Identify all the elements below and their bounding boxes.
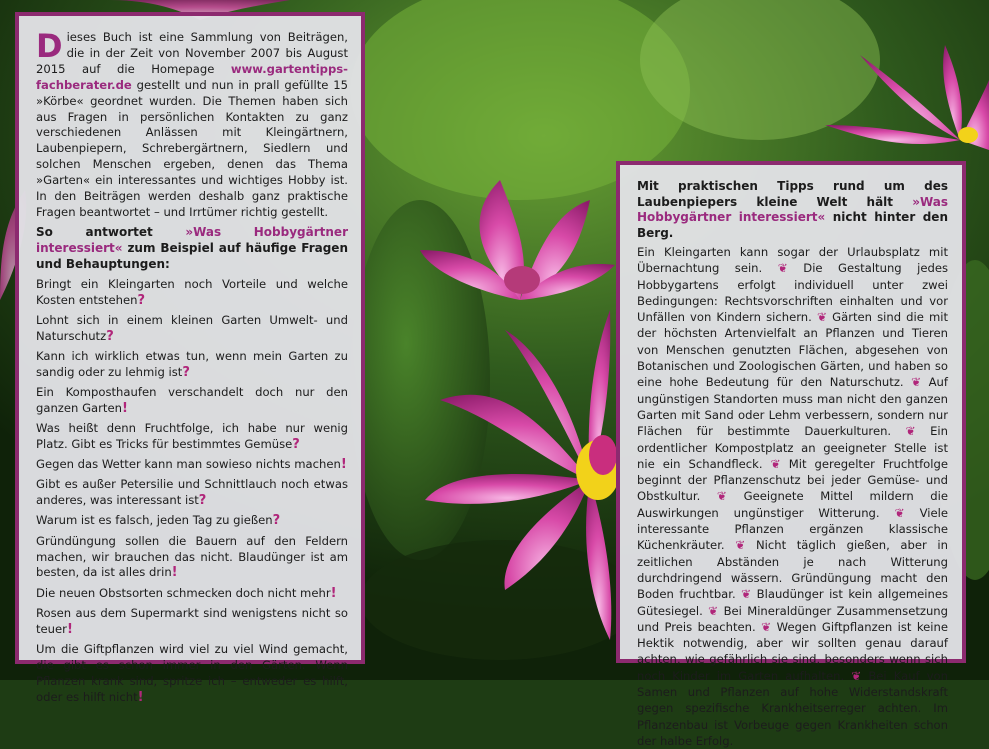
question-text: Kann ich wirklich etwas tun, wenn mein Garten zu sandig oder zu lehmig ist: [36, 348, 348, 379]
question-text: Um die Giftpflanzen wird viel zu viel Wind gemacht, die gibt es schon immer in den Gärten. Wenn Pflanzen krank sind, spritze ich – entweder es hilft, oder es hilft nicht: [36, 641, 348, 704]
question-text: Gegen das Wetter kann man sowieso nichts machen: [36, 457, 341, 472]
question-mark: ?: [272, 513, 281, 529]
question-text: Rosen aus dem Supermarkt sind wenigstens nicht so teuer: [36, 605, 348, 636]
tip-text: Auf ungünstigen Standorten muss man nicht den ganzen Garten mit Sand oder Lehm verbessern, sondern nur Flächen für bestimmte Dauerkulturen.: [637, 375, 948, 439]
question-mark: ?: [106, 328, 114, 344]
homepage-url[interactable]: www.gartentipps-fachberater.de: [36, 61, 348, 92]
question-text: Gründüngung sollen die Bauern auf den Feldern machen, wir brauchen das nicht. Blaudünger ist am besten, da ist alles drin: [36, 533, 348, 580]
tip-text: Viele interessante Pflanzen ergänzen klassische Küchenkräuter.: [637, 505, 948, 553]
tips-paragraph: [637, 244, 948, 749]
leaf-icon: ❦: [911, 375, 922, 390]
question-mark: !: [121, 400, 128, 416]
question-mark: ?: [292, 436, 300, 452]
right-text-panel: [616, 161, 966, 748]
question-mark: !: [66, 621, 73, 637]
left-heading: [36, 225, 348, 273]
right-heading-highlight: »Was Hobbygärtner interessiert«: [637, 194, 948, 224]
leaf-icon: ❦: [761, 619, 772, 634]
question-text: Die neuen Obstsorten schmecken doch nicht mehr: [36, 585, 331, 600]
tip-text: Wegen Giftpflanzen ist keine Hektik notwendig, aber wir sollten genau darauf achten, wie gefährlich sie sind, besonders wenn sich noch Kinder im Garten aufhalten.: [637, 619, 949, 683]
left-heading-before: So antwortet: [36, 224, 186, 239]
question-text: Gibt es außer Petersilie und Schnittlauch noch etwas anderes, was interessant ist: [36, 477, 348, 508]
tip-text: Ein ordentlicher Kompostplatz an geeigneter Stelle ist nie ein Schandfleck.: [637, 424, 949, 471]
leaf-icon: ❦: [741, 587, 752, 602]
tip-text: Mit geregelter Fruchtfolge beginnt der Pflanzenschutz bei jeder Gemüse- und Obstkultur.: [637, 456, 948, 504]
question-item: [36, 477, 348, 509]
intro-paragraph: [36, 27, 348, 221]
tips-lead: Ein Kleingarten kann sogar der Urlaubsplatz mit Übernachtung sein.: [637, 245, 948, 276]
question-mark: ?: [137, 292, 145, 308]
question-text: Lohnt sich in einem kleinen Garten Umwelt- und Naturschutz: [36, 312, 348, 343]
tip-text: Blaudünger ist kein allgemeines Gütesiegel.: [637, 587, 949, 618]
leaf-icon: ❦: [777, 261, 788, 276]
right-heading-before: Mit praktischen Tipps rund um des Laubenpiepers kleine Welt hält: [637, 179, 948, 209]
question-mark: !: [330, 585, 337, 601]
dropcap: D: [36, 27, 63, 65]
question-text: Was heißt denn Fruchtfolge, ich habe nur wenig Platz. Gibt es Tricks für bestimmtes Gemüse: [36, 421, 348, 451]
question-item: [36, 277, 348, 309]
leaf-icon: ❦: [708, 603, 719, 618]
question-item: [36, 421, 348, 453]
question-mark: !: [171, 565, 178, 581]
question-mark: !: [137, 689, 144, 705]
question-text: Bringt ein Kleingarten noch Vorteile und welche Kosten entstehen: [36, 276, 348, 307]
intro-text-after: gestellt und nun in prall gefüllte 15 »Körbe« geordnet wurden. Die Themen haben sich aus Fragen in persönlichen Kontakten zu ganz verschiedenen Anlässen mit Kleingärtnern, Laubenpiepern, Schrebergärtnern, Siedlern und solchen Menschen ergeben, denen das Thema »Garten« ein interessantes und wichtiges Hobby ist. In den Beiträgen werden deshalb ganz praktische Fragen beantwortet – und Irrtümer richtig gestellt.: [36, 77, 348, 219]
leaf-icon: ❦: [770, 456, 781, 471]
tip-text: Geeignete Mittel mildern die Auswirkungen ungünstiger Witterung.: [637, 489, 949, 520]
question-item: [36, 606, 348, 638]
leaf-icon: ❦: [816, 310, 827, 325]
tip-text: Nicht täglich gießen, aber in zeitlichen Abständen je nach Witterung durchdringend wässern. Gründüngung macht den Boden fruchtbar.: [637, 538, 948, 602]
question-text: Ein Komposthaufen verschandelt doch nur den ganzen Garten: [36, 384, 348, 415]
left-heading-highlight: »Was Hobbygärtner interessiert«: [36, 224, 348, 255]
leaf-icon: ❦: [716, 489, 727, 504]
right-heading-after: nicht hinter den Berg.: [637, 210, 948, 240]
question-item: [36, 457, 348, 473]
question-mark: ?: [198, 493, 207, 509]
right-heading: [637, 179, 948, 241]
left-text-panel: [15, 12, 365, 705]
question-mark: !: [340, 457, 347, 473]
left-heading-after: zum Beispiel auf häufige Fragen und Behauptungen:: [36, 240, 348, 271]
leaf-icon: ❦: [894, 505, 905, 520]
leaf-icon: ❦: [735, 538, 746, 553]
question-item: [36, 513, 348, 529]
tip-text: Die Gestaltung jedes Hobbygartens erfolgt individuell unter zwei Bedingungen: Rechtsvorschriften einhalten und vor Unfällen von Kindern sichern.: [637, 261, 949, 325]
leaf-icon: ❦: [905, 424, 916, 439]
question-item: [36, 586, 348, 602]
intro-text-before: ieses Buch ist eine Sammlung von Beiträgen, die in der Zeit von November 2007 bis August 2015 auf die Homepage: [36, 30, 348, 76]
question-item: [36, 349, 348, 381]
tip-text: Gärten sind die mit der höchsten Artenvielfalt an Pflanzen und Tieren von Menschen genutzten Flächen, abgesehen von Botanischen und Zoologischen Gärten, und haben so eine hohe Bedeutung für den Naturschutz.: [637, 310, 949, 390]
question-mark: ?: [182, 364, 190, 380]
tip-text: Bei Mineraldünger Zusammensetzung und Preis beachten.: [637, 603, 949, 634]
tip-text: Bei Kauf von Samen und Pflanzen auf hohe Widerstandskraft gegen spezifische Krankheitserreger achten. Im Pflanzenbau ist Vorbeuge gegen Krankheiten schon der halbe Erfolg.: [637, 668, 949, 748]
question-item: [36, 385, 348, 417]
question-text: Warum ist es falsch, jeden Tag zu gießen: [36, 513, 273, 528]
question-item: [36, 534, 348, 582]
questions-list: [36, 277, 348, 706]
leaf-icon: ❦: [851, 668, 862, 683]
question-item: [36, 313, 348, 345]
question-item: [36, 642, 348, 706]
